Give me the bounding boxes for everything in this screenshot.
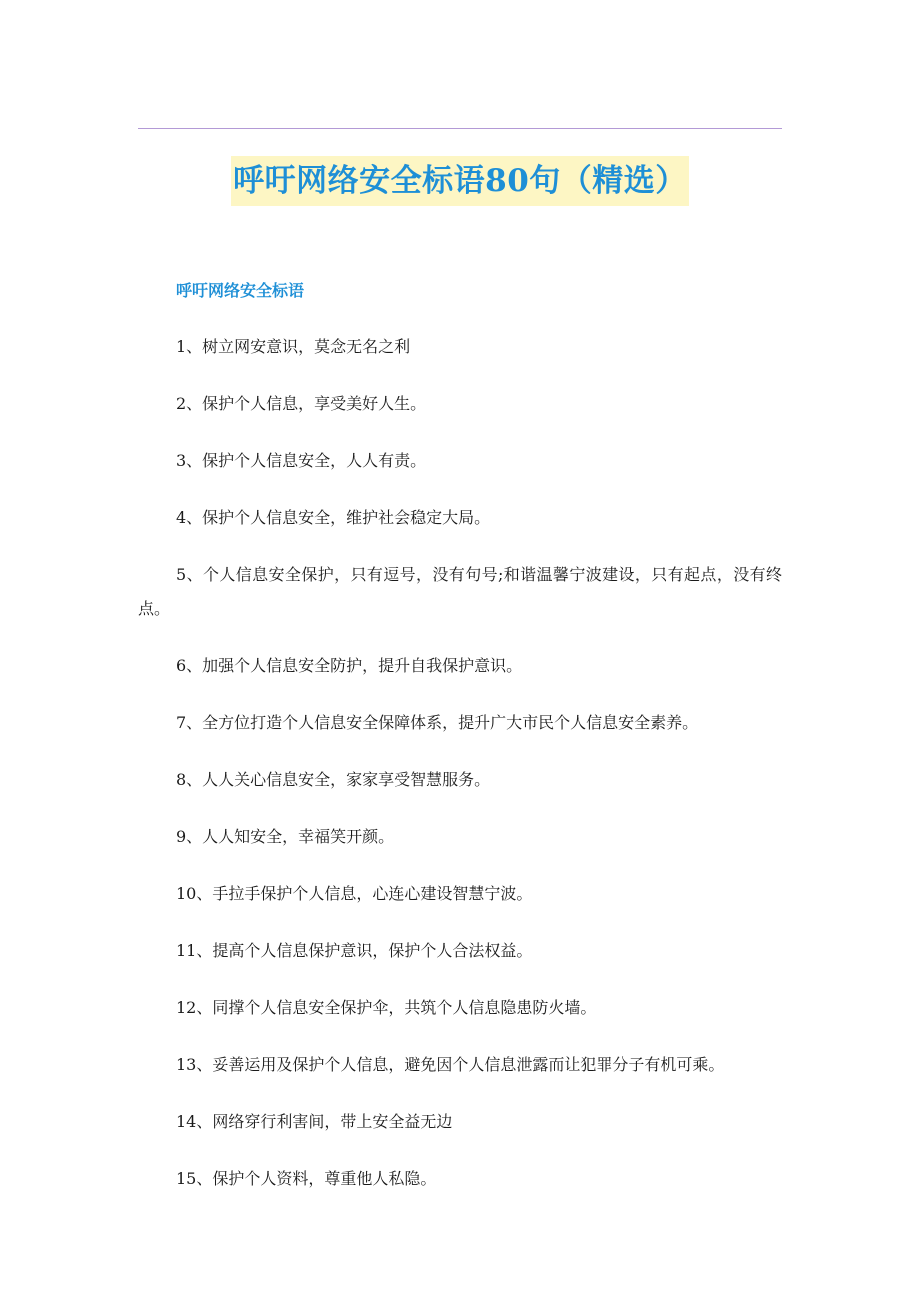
list-item: 12、同撑个人信息安全保护伞，共筑个人信息隐患防火墙。 bbox=[176, 998, 597, 1017]
list-item: 11、提高个人信息保护意识，保护个人合法权益。 bbox=[176, 941, 533, 960]
list-item: 4、保护个人信息安全，维护社会稳定大局。 bbox=[176, 508, 491, 527]
list-item: 15、保护个人资料，尊重他人私隐。 bbox=[176, 1169, 437, 1188]
list-item: 2、保护个人信息，享受美好人生。 bbox=[176, 394, 427, 413]
list-item: 1、树立网安意识，莫念无名之利 bbox=[176, 337, 411, 356]
title-container bbox=[0, 156, 920, 206]
list-item: 8、人人关心信息安全，家家享受智慧服务。 bbox=[176, 770, 491, 789]
list-item: 7、全方位打造个人信息安全保障体系，提升广大市民个人信息安全素养。 bbox=[176, 713, 699, 732]
document-body bbox=[138, 278, 782, 1223]
section-heading: 呼吁网络安全标语 bbox=[176, 281, 305, 300]
list-item: 5、个人信息安全保护，只有逗号，没有句号;和谐温馨宁波建设，只有起点，没有终点。 bbox=[138, 565, 782, 618]
list-item: 3、保护个人信息安全，人人有责。 bbox=[176, 451, 427, 470]
list-item: 6、加强个人信息安全防护，提升自我保护意识。 bbox=[176, 656, 523, 675]
list-item: 10、手拉手保护个人信息，心连心建设智慧宁波。 bbox=[176, 884, 533, 903]
list-item: 14、网络穿行利害间，带上安全益无边 bbox=[176, 1112, 453, 1131]
document-title: 呼吁网络安全标语80句（精选） bbox=[231, 156, 689, 206]
header-rule bbox=[138, 128, 782, 129]
list-item: 13、妥善运用及保护个人信息，避免因个人信息泄露而让犯罪分子有机可乘。 bbox=[176, 1055, 725, 1074]
list-item: 9、人人知安全，幸福笑开颜。 bbox=[176, 827, 395, 846]
